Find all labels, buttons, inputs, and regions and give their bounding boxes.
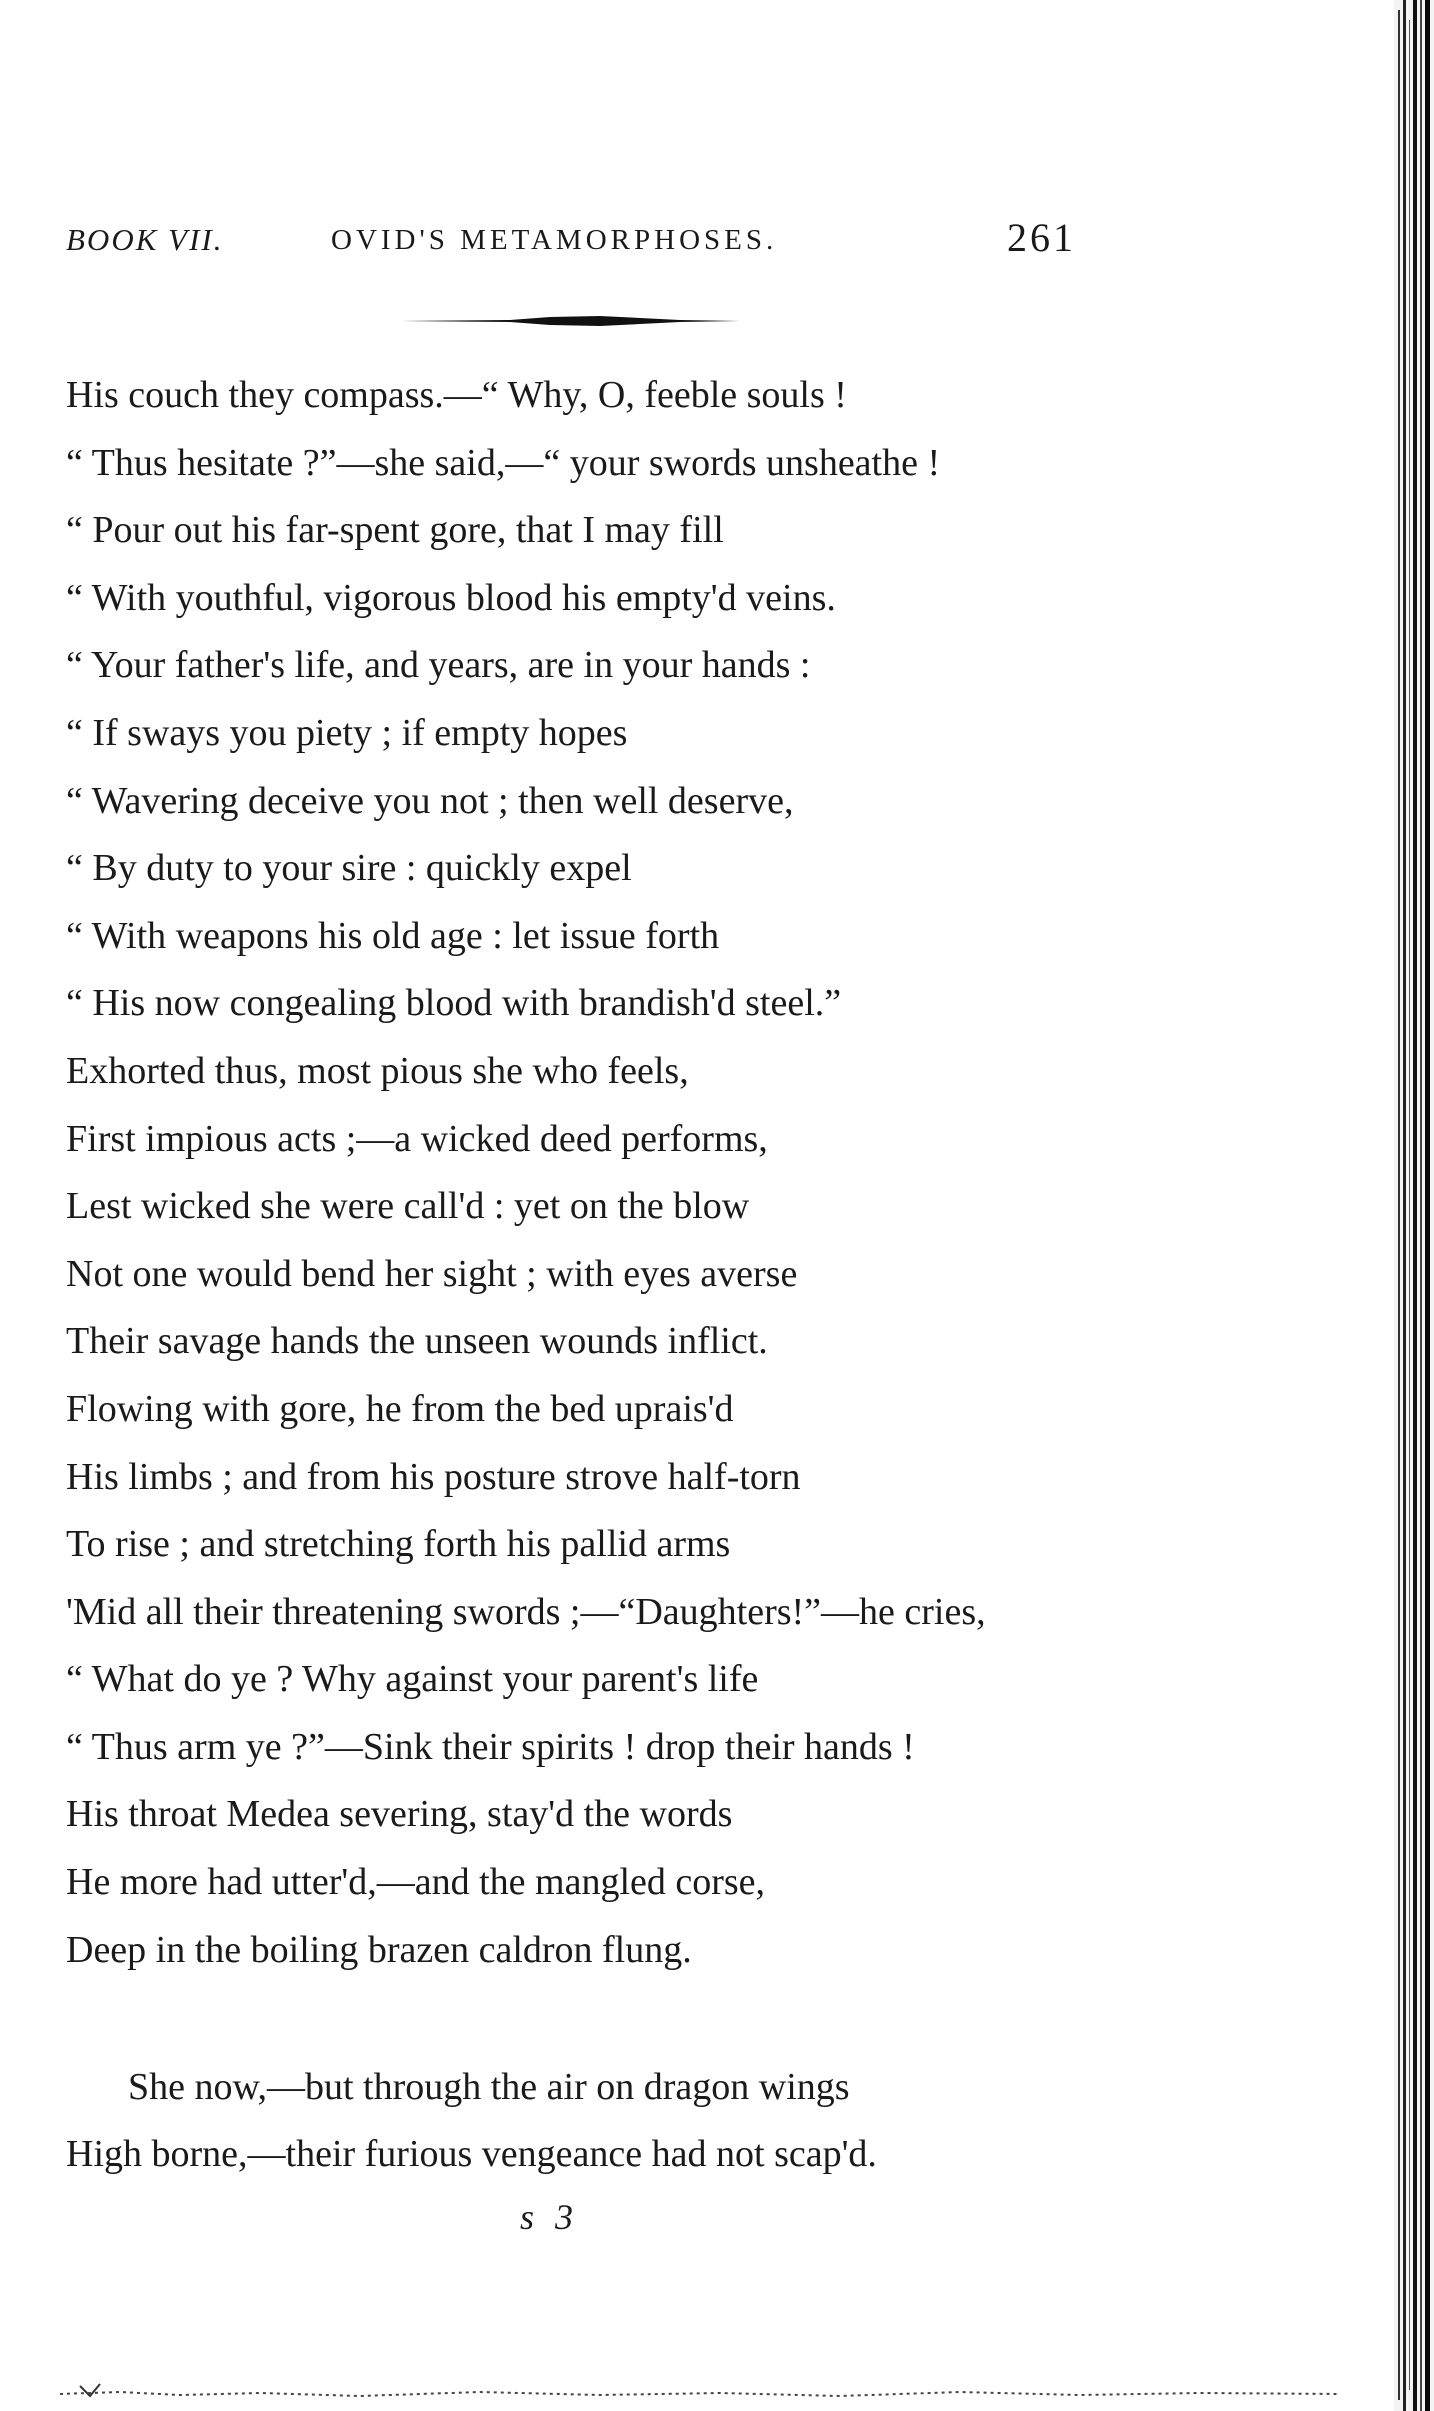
verse-line: She now,—but through the air on dragon wings [128, 2066, 850, 2108]
verse-line: Deep in the boiling brazen caldron flung. [66, 1928, 692, 1971]
verse-stanza-1 [66, 362, 1086, 1984]
verse-line: His couch they compass.—“ Why, O, feeble souls ! [66, 374, 847, 416]
verse-line: Not one would bend her sight ; with eyes averse [66, 1252, 798, 1295]
verse-line: “ If sways you piety ; if empty hopes [66, 711, 628, 754]
verse-stanza-2 [66, 2054, 1086, 2188]
verse-line: “ Thus arm ye ?”—Sink their spirits ! drop their hands ! [66, 1725, 915, 1768]
verse-line: His limbs ; and from his posture strove half-torn [66, 1455, 801, 1498]
verse-line: 'Mid all their threatening swords ;—“Daughters!”—he cries, [66, 1590, 986, 1633]
verse-line: “ His now congealing blood with brandish'd steel.” [66, 982, 842, 1025]
verse-line: “ What do ye ? Why against your parent's life [66, 1658, 759, 1701]
page-number: 261 [1007, 215, 1076, 260]
verse-line: He more had utter'd,—and the mangled corse, [66, 1861, 766, 1904]
verse-line: Lest wicked she were call'd : yet on the blow [66, 1185, 750, 1228]
verse-line: High borne,—their furious vengeance had not scap'd. [66, 2133, 877, 2175]
verse-line: “ Pour out his far-spent gore, that I may fill [66, 509, 724, 552]
book-title: OVID'S METAMORPHOSES. [331, 224, 778, 256]
verse-line: “ Your father's life, and years, are in your hands : [66, 644, 811, 687]
verse-line: “ With youthful, vigorous blood his empty'd veins. [66, 576, 836, 619]
verse-line: “ Wavering deceive you not ; then well deserve, [66, 779, 794, 822]
verse-line: Flowing with gore, he from the bed uprais'd [66, 1387, 734, 1430]
book-label: BOOK VII. [66, 222, 224, 257]
page-bottom-edge [60, 2380, 1340, 2402]
verse-line: First impious acts ;—a wicked deed performs, [66, 1117, 768, 1160]
verse-line: To rise ; and stretching forth his pallid arms [66, 1523, 731, 1566]
verse-line: His throat Medea severing, stay'd the words [66, 1793, 733, 1836]
verse-line: Exhorted thus, most pious she who feels, [66, 1049, 689, 1092]
ornamental-rule [400, 312, 740, 330]
binding-gutter [1394, 0, 1434, 2411]
signature-mark: s 3 [520, 2197, 580, 2237]
verse-line: “ With weapons his old age : let issue forth [66, 914, 720, 957]
verse-line: Their savage hands the unseen wounds inflict. [66, 1320, 768, 1363]
verse-line: “ Thus hesitate ?”—she said,—“ your swords unsheathe ! [66, 441, 941, 484]
running-head [66, 215, 1076, 278]
verse-line: “ By duty to your sire : quickly expel [66, 847, 632, 890]
